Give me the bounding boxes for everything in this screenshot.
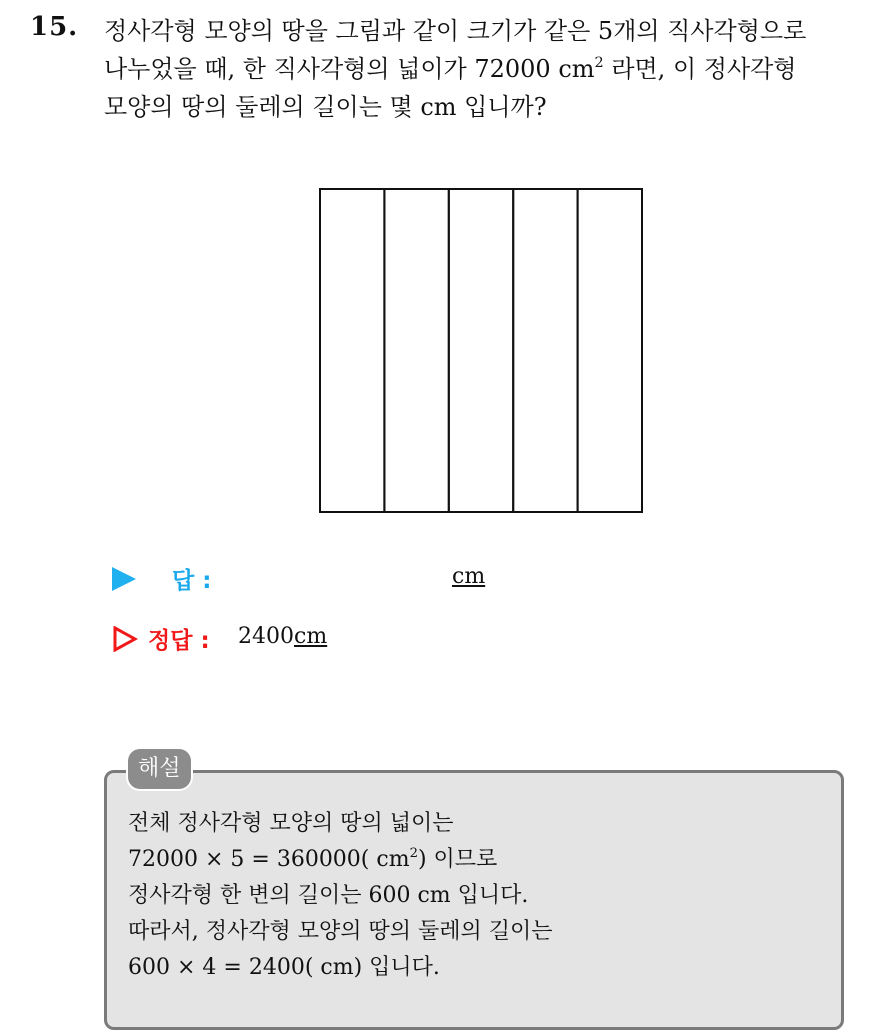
- squared-superscript: 2: [594, 54, 604, 71]
- explanation-line-3: 정사각형 한 변의 길이는 600 cm 입니다.: [128, 883, 529, 908]
- explanation-line-5: 600 × 4 = 2400( cm) 입니다.: [128, 955, 440, 980]
- filled-triangle-icon: [112, 567, 136, 591]
- question-line-3: 모양의 땅의 둘레의 길이는 몇 cm 입니까?: [104, 93, 547, 121]
- explanation-line-4: 따라서, 정사각형 모양의 땅의 둘레의 길이는: [128, 919, 553, 944]
- correct-answer-number: 2400: [238, 624, 294, 649]
- outline-triangle-icon: [112, 626, 138, 652]
- explanation-text: [128, 806, 828, 986]
- rectangle-5: [578, 189, 642, 512]
- correct-answer-row: [110, 622, 610, 658]
- answer-label: 답 :: [172, 568, 212, 594]
- explanation-tab: 해설: [128, 749, 191, 789]
- question-line-2: [104, 50, 864, 88]
- rectangles-figure: [319, 188, 643, 513]
- square-divided-into-rectangles: [319, 188, 643, 513]
- question-number: 15.: [30, 12, 79, 42]
- rectangle-4: [513, 189, 577, 512]
- rectangle-1: [320, 189, 384, 512]
- explanation-line-2-a: 72000 × 5 = 360000( cm: [128, 847, 410, 872]
- explanation-line-1: 전체 정사각형 모양의 땅의 넓이는: [128, 811, 454, 836]
- question-line-1: 정사각형 모양의 땅을 그림과 같이 크기가 같은 5개의 직사각형으로: [104, 17, 807, 45]
- explanation-line-2-b: ) 이므로: [417, 847, 498, 872]
- answer-unit: cm: [452, 564, 486, 589]
- correct-answer-unit: cm: [294, 624, 328, 649]
- answer-row: [110, 562, 610, 596]
- rectangle-2: [384, 189, 448, 512]
- rectangle-3: [449, 189, 513, 512]
- question-text: [104, 12, 864, 126]
- correct-answer-value: [238, 624, 327, 649]
- question-line-2-a: 나누었을 때, 한 직사각형의 넓이가 72000 cm: [104, 55, 595, 83]
- question-line-2-b: 라면, 이 정사각형: [603, 55, 797, 83]
- explanation-superscript: 2: [409, 845, 418, 861]
- correct-answer-label: 정답 :: [148, 628, 210, 654]
- explanation-line-2: [128, 842, 828, 878]
